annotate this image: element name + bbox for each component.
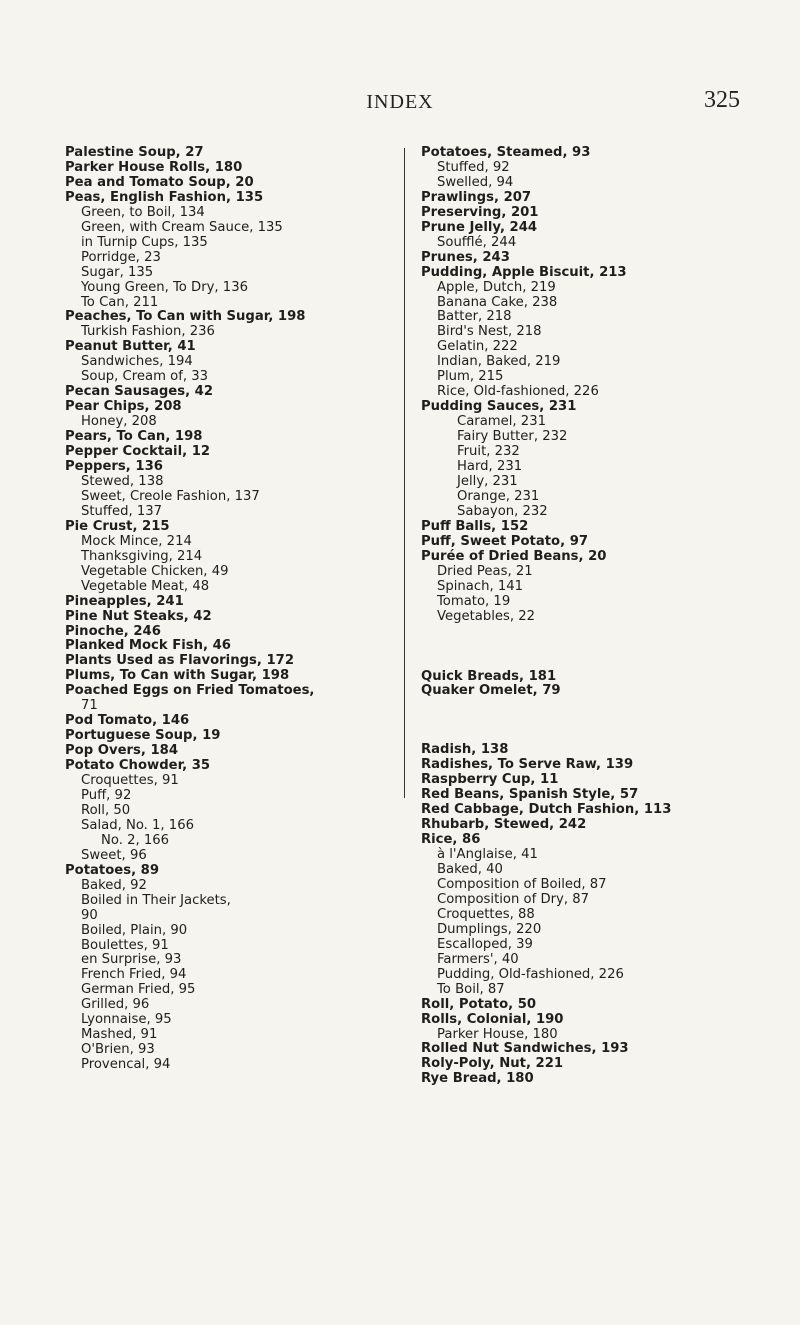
- index-subentry: Caramel, 231: [457, 414, 546, 430]
- index-entry: Red Beans, Spanish Style, 57: [421, 787, 639, 803]
- index-entry: Prunes, 243: [421, 249, 510, 265]
- index-entry: Quick Breads, 181: [421, 668, 557, 684]
- index-entry: Potato Chowder, 35: [65, 758, 211, 774]
- index-subentry: Composition of Boiled, 87: [437, 876, 607, 892]
- index-subentry: Provencal, 94: [81, 1057, 171, 1073]
- index-entry: Potatoes, 89: [65, 862, 160, 878]
- index-subentry: Lyonnaise, 95: [81, 1012, 172, 1028]
- index-entry: Potatoes, Steamed, 93: [421, 145, 591, 160]
- index-subentry: Dumplings, 220: [437, 921, 542, 937]
- index-entry: Planked Mock Fish, 46: [65, 638, 231, 654]
- index-subentry: Soup, Cream of, 33: [81, 369, 209, 385]
- index-subentry: 90: [81, 907, 98, 923]
- index-subentry: en Surprise, 93: [81, 952, 182, 968]
- index-subentry: à l'Anglaise, 41: [437, 847, 538, 863]
- group-spacer: [421, 699, 761, 743]
- index-entry: Peanut Butter, 41: [65, 339, 196, 355]
- index-subentry: Boiled in Their Jackets,: [81, 892, 231, 908]
- index-subentry: Parker House, 180: [437, 1026, 558, 1042]
- index-subentry: Sweet, 96: [81, 847, 147, 863]
- index-subentry: Pudding, Old-fashioned, 226: [437, 966, 624, 982]
- index-subentry: Composition of Dry, 87: [437, 891, 589, 907]
- index-subentry: Jelly, 231: [457, 473, 518, 489]
- index-subentry: Thanksgiving, 214: [81, 548, 203, 564]
- index-entry: Raspberry Cup, 11: [421, 772, 559, 788]
- index-subentry: Rice, Old-fashioned, 226: [437, 384, 599, 400]
- index-entry: Rice, 86: [421, 832, 481, 848]
- index-group-q: [421, 670, 761, 700]
- index-entry: Portuguese Soup, 19: [65, 728, 221, 744]
- index-subentry: Puff, 92: [81, 787, 132, 803]
- index-entry: Pears, To Can, 198: [65, 429, 203, 445]
- column-divider: [404, 148, 405, 798]
- index-entry: Rhubarb, Stewed, 242: [421, 817, 587, 833]
- index-column-left: [65, 146, 395, 1073]
- index-subentry: Sandwiches, 194: [81, 354, 193, 370]
- index-subentry: Croquettes, 91: [81, 773, 179, 789]
- index-subentry: Porridge, 23: [81, 249, 161, 265]
- index-subentry: Salad, No. 1, 166: [81, 817, 194, 833]
- index-subentry: Apple, Dutch, 219: [437, 279, 556, 295]
- index-entry: Rye Bread, 180: [421, 1071, 534, 1087]
- index-subentry: Dried Peas, 21: [437, 563, 533, 579]
- index-subentry: Plum, 215: [437, 369, 504, 385]
- index-subentry: Mock Mince, 214: [81, 533, 192, 549]
- index-entry: Pop Overs, 184: [65, 743, 178, 759]
- index-entry: Radish, 138: [421, 742, 509, 758]
- index-subentry: Vegetables, 22: [437, 608, 536, 624]
- index-entry: Peas, English Fashion, 135: [65, 189, 264, 205]
- index-subentry: O'Brien, 93: [81, 1042, 155, 1058]
- index-subentry: Tomato, 19: [437, 593, 511, 609]
- index-subentry: Baked, 92: [81, 877, 147, 893]
- index-entry: Pineapples, 241: [65, 593, 184, 609]
- index-subentry: Roll, 50: [81, 802, 131, 818]
- index-subentry: Batter, 218: [437, 309, 512, 325]
- index-entry: Pudding Sauces, 231: [421, 399, 577, 415]
- index-subentry: Banana Cake, 238: [437, 294, 558, 310]
- index-subentry: Croquettes, 88: [437, 906, 535, 922]
- index-subentry: Turkish Fashion, 236: [81, 324, 215, 340]
- index-subentry: Stuffed, 137: [81, 503, 163, 519]
- index-entry: Purée of Dried Beans, 20: [421, 548, 607, 564]
- index-subentry: Spinach, 141: [437, 578, 524, 594]
- index-entry: Puff Balls, 152: [421, 518, 529, 534]
- index-entry: Roll, Potato, 50: [421, 996, 537, 1012]
- index-entry: Rolls, Colonial, 190: [421, 1011, 564, 1027]
- index-entry: Pine Nut Steaks, 42: [65, 608, 212, 624]
- index-subentry: Green, with Cream Sauce, 135: [81, 219, 283, 235]
- index-entry: Peaches, To Can with Sugar, 198: [65, 309, 306, 325]
- index-entry: Pudding, Apple Biscuit, 213: [421, 264, 627, 280]
- index-subentry: in Turnip Cups, 135: [81, 234, 208, 250]
- index-subentry: Farmers', 40: [437, 951, 519, 967]
- index-subentry: Orange, 231: [457, 488, 540, 504]
- index-subentry: To Can, 211: [81, 294, 159, 310]
- index-subentry: Boiled, Plain, 90: [81, 922, 188, 938]
- index-subentry: Mashed, 91: [81, 1027, 158, 1043]
- index-subentry: French Fried, 94: [81, 967, 187, 983]
- index-entry: Pea and Tomato Soup, 20: [65, 174, 254, 190]
- index-subentry: To Boil, 87: [437, 981, 505, 997]
- index-subentry: Stewed, 138: [81, 473, 164, 489]
- index-entry: Pinoche, 246: [65, 623, 161, 639]
- index-entry: Puff, Sweet Potato, 97: [421, 533, 589, 549]
- index-entry: Pecan Sausages, 42: [65, 384, 214, 400]
- index-subentry: Baked, 40: [437, 862, 503, 878]
- index-subentry: German Fried, 95: [81, 982, 196, 998]
- index-entry: Prawlings, 207: [421, 189, 532, 205]
- index-subentry: Swelled, 94: [437, 174, 514, 190]
- index-entry: Red Cabbage, Dutch Fashion, 113: [421, 802, 672, 818]
- index-subentry: Bird's Nest, 218: [437, 324, 542, 340]
- index-entry: Parker House Rolls, 180: [65, 159, 243, 175]
- index-subentry: Vegetable Meat, 48: [81, 578, 210, 594]
- index-group-p-continued: [421, 146, 761, 625]
- index-column-right: [421, 146, 761, 1087]
- index-subentry: 71: [81, 698, 98, 714]
- index-entry: Plants Used as Flavorings, 172: [65, 653, 295, 669]
- index-subentry: Green, to Boil, 134: [81, 204, 205, 220]
- index-subentry: Boulettes, 91: [81, 937, 169, 953]
- index-subentry: Fruit, 232: [457, 444, 520, 460]
- index-subentry: Grilled, 96: [81, 997, 150, 1013]
- index-entry: Peppers, 136: [65, 459, 163, 475]
- index-subentry: Fairy Butter, 232: [457, 429, 568, 445]
- index-entry: Preserving, 201: [421, 204, 539, 220]
- index-subentry: Sugar, 135: [81, 264, 154, 280]
- index-subentry: Soufflé, 244: [437, 234, 517, 250]
- index-entry: Roly-Poly, Nut, 221: [421, 1056, 564, 1072]
- index-subentry: Escalloped, 39: [437, 936, 533, 952]
- index-entry: Radishes, To Serve Raw, 139: [421, 757, 634, 773]
- index-subentry: Sabayon, 232: [457, 503, 548, 519]
- index-subentry: Indian, Baked, 219: [437, 354, 561, 370]
- index-subentry: Sweet, Creole Fashion, 137: [81, 488, 260, 504]
- index-group-r: [421, 743, 761, 1087]
- index-subentry: Honey, 208: [81, 414, 157, 430]
- index-entry: Quaker Omelet, 79: [421, 683, 561, 699]
- index-entry: Palestine Soup, 27: [65, 145, 204, 160]
- page-title: INDEX: [366, 91, 434, 113]
- index-entry: Pear Chips, 208: [65, 399, 182, 415]
- index-entry: Pie Crust, 215: [65, 518, 170, 534]
- index-entry: Plums, To Can with Sugar, 198: [65, 668, 290, 684]
- group-spacer: [421, 625, 761, 670]
- index-subentry: Young Green, To Dry, 136: [81, 279, 248, 295]
- index-subentry: Gelatin, 222: [437, 339, 518, 355]
- index-subentry: Stuffed, 92: [437, 159, 510, 175]
- index-entry: Pod Tomato, 146: [65, 713, 190, 729]
- index-entry: Pepper Cocktail, 12: [65, 444, 211, 460]
- index-entry: Poached Eggs on Fried Tomatoes,: [65, 683, 315, 699]
- index-entry: Prune Jelly, 244: [421, 219, 538, 235]
- index-subentry: Hard, 231: [457, 459, 523, 475]
- index-subentry: Vegetable Chicken, 49: [81, 563, 229, 579]
- index-subentry: No. 2, 166: [101, 832, 170, 848]
- page-number: 325: [704, 87, 740, 113]
- index-entry: Rolled Nut Sandwiches, 193: [421, 1041, 629, 1057]
